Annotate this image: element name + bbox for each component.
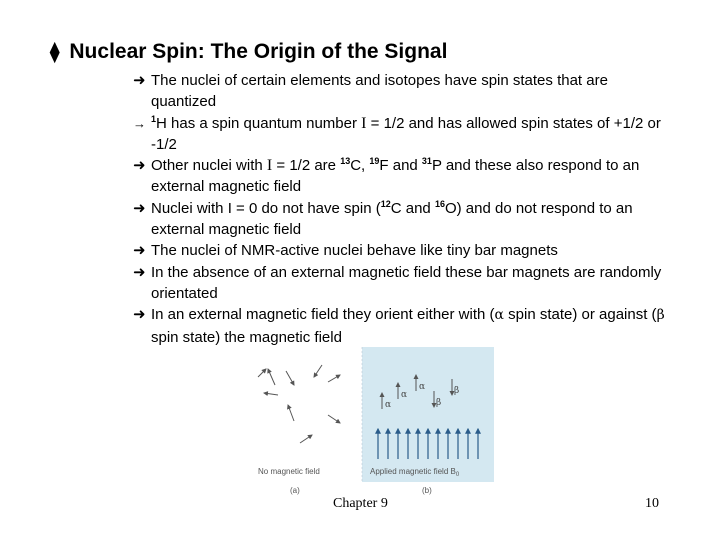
right-panel — [362, 347, 494, 482]
alpha-label: α — [419, 382, 426, 392]
mass-number: 13 — [340, 156, 351, 167]
bullet-text: The nuclei of certain elements and isotopes have spin states that are quantized — [151, 72, 608, 111]
alpha-symbol: α — [494, 307, 504, 324]
mass-number: 12 — [380, 198, 391, 209]
arrow-bullet-icon: ➜ — [133, 199, 146, 217]
bullet-alpha-beta — [133, 304, 673, 348]
beta-label: β — [454, 386, 460, 396]
bullet-text: C, — [350, 157, 370, 175]
bullet-other-nuclei — [133, 155, 673, 198]
bullet-hydrogen-spin — [133, 113, 673, 156]
bullet-text: spin state) the magnetic field — [151, 328, 342, 346]
bullet-text: H has a spin quantum number — [156, 114, 362, 132]
spin-orientation-figure — [250, 347, 494, 497]
page-number: 10 — [645, 496, 659, 511]
alpha-label: α — [385, 400, 392, 410]
panel-label-a: (a) — [290, 486, 300, 495]
beta-label: β — [436, 398, 442, 408]
arrow-bullet-icon: ➜ — [133, 157, 146, 175]
spin-symbol: I — [361, 114, 367, 132]
mass-number: 31 — [421, 156, 432, 167]
bullet-text: spin state) or against ( — [503, 306, 657, 324]
alpha-label: α — [401, 390, 408, 400]
bullet-list — [133, 70, 673, 348]
spin-symbol: I — [266, 157, 273, 175]
bullet-text: C and — [390, 199, 435, 217]
left-panel — [250, 347, 362, 482]
beta-symbol: β — [656, 307, 665, 324]
arrow-bullet-icon: ➜ — [133, 72, 146, 89]
bullet-quantized — [133, 70, 673, 113]
bullet-text: Other nuclei with — [151, 157, 267, 175]
thin-arrow-bullet-icon: → — [133, 115, 146, 131]
left-caption: No magnetic field — [258, 467, 320, 476]
panel-label-b: (b) — [422, 486, 432, 495]
mass-number: 1 — [151, 113, 157, 124]
arrow-bullet-icon: ➜ — [133, 306, 146, 324]
arrow-bullet-icon: ➜ — [133, 263, 146, 281]
bullet-text: O) and do not respond to an external magnetic field — [151, 199, 633, 239]
bullet-text: In the absence of an external magnetic field these bar magnets are randomly orientated — [151, 263, 662, 302]
bullet-text: P and these also respond to an external magnetic field — [151, 157, 640, 196]
slide-title — [50, 40, 447, 64]
bullet-bar-magnets — [133, 240, 673, 261]
bullet-random-orientation — [133, 262, 673, 305]
title-bullet-icon: ⧫ — [50, 42, 60, 63]
mass-number: 16 — [434, 198, 445, 209]
arrow-bullet-icon: ➜ — [133, 242, 146, 260]
mass-number: 19 — [369, 156, 380, 167]
bullet-text: F and — [379, 157, 422, 175]
bullet-text: = 1/2 and has allowed spin states of +1/2 or -1/2 — [151, 114, 661, 153]
footer-chapter: Chapter 9 — [333, 496, 388, 511]
bullet-text: The nuclei of NMR-active nuclei behave like tiny bar magnets — [151, 242, 558, 260]
bullet-text: In an external magnetic field they orient either with ( — [151, 306, 495, 324]
title-text: Nuclear Spin: The Origin of the Signal — [69, 40, 448, 63]
bullet-zero-spin — [133, 198, 673, 241]
bullet-text: Nuclei with I = 0 do not have spin ( — [151, 199, 381, 217]
right-caption: Applied magnetic field $B_0$ — [370, 467, 460, 478]
bullet-text: = 1/2 are — [272, 157, 341, 175]
